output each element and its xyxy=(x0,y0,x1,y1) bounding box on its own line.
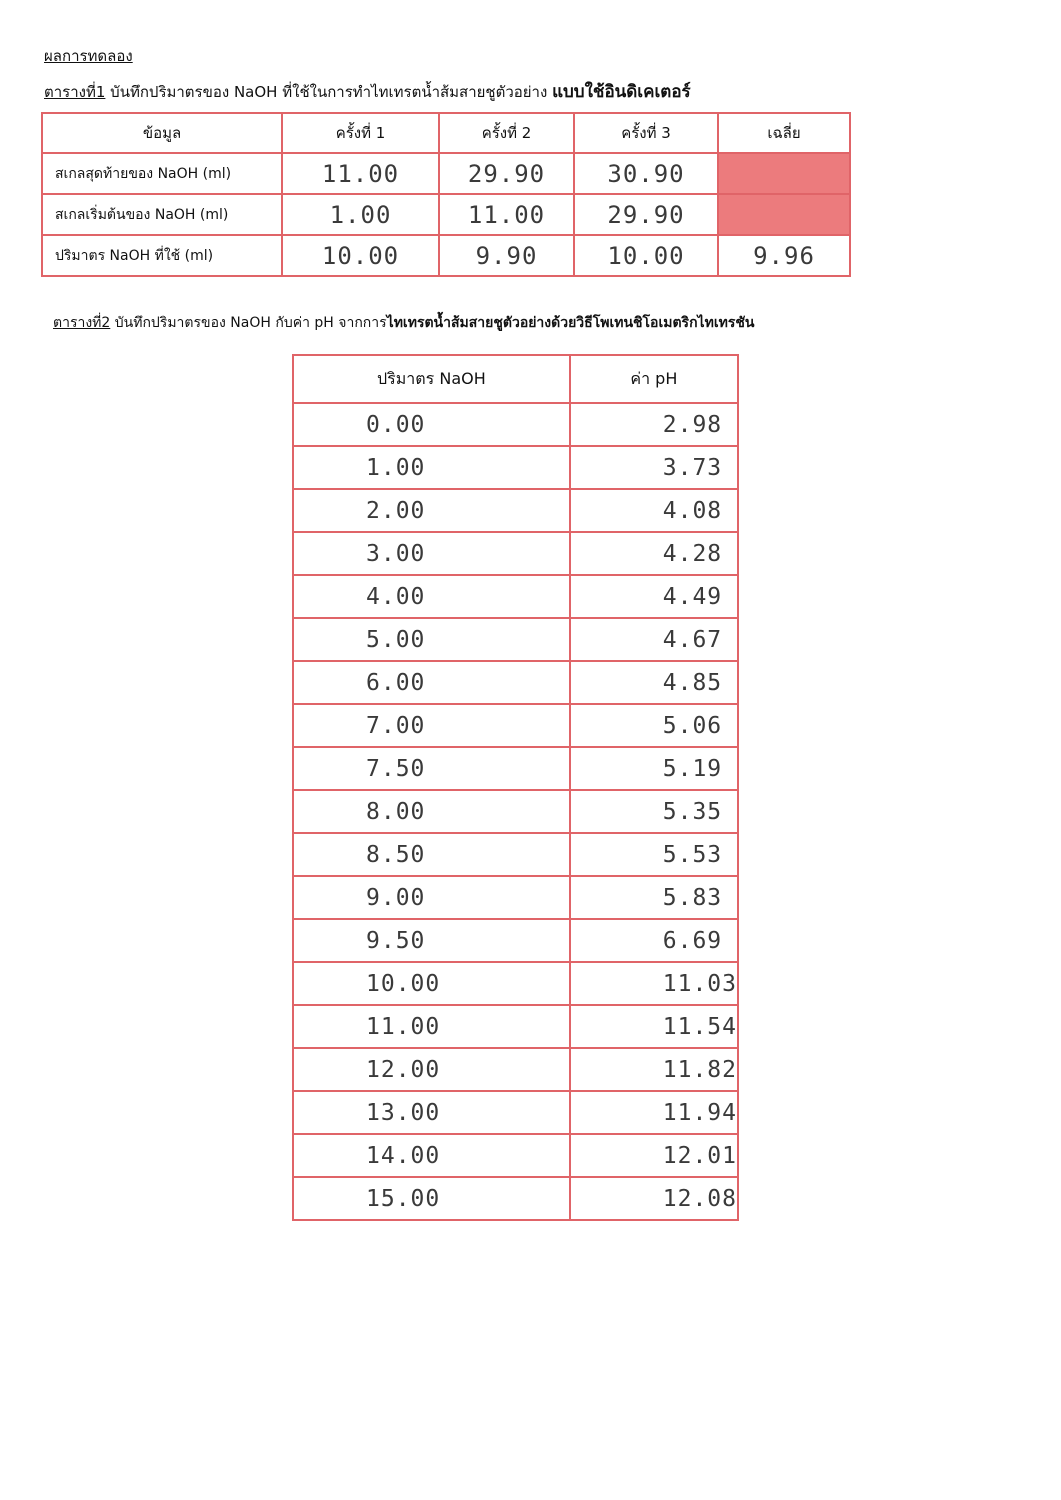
ph-value-cell: 5.53 xyxy=(570,833,738,876)
table2-caption xyxy=(53,312,754,334)
naoh-volume-cell: 1.00 xyxy=(293,446,570,489)
header-ph-value: ค่า pH xyxy=(570,355,738,403)
average-value: 9.96 xyxy=(718,235,850,276)
table-row xyxy=(42,194,850,235)
trial-1-value: 11.00 xyxy=(282,153,439,194)
table2-caption-text: บันทึกปริมาตรของ NaOH กับค่า pH จากการ xyxy=(110,315,387,331)
ph-value-cell: 4.67 xyxy=(570,618,738,661)
naoh-volume-cell: 3.00 xyxy=(293,532,570,575)
table-row xyxy=(293,1048,738,1091)
ph-value-cell: 11.82 xyxy=(570,1048,738,1091)
table-row xyxy=(293,747,738,790)
trial-1-value: 10.00 xyxy=(282,235,439,276)
table-row xyxy=(293,876,738,919)
naoh-volume-cell: 9.50 xyxy=(293,919,570,962)
table-row xyxy=(293,575,738,618)
naoh-volume-cell: 7.00 xyxy=(293,704,570,747)
table1-caption-label: ตารางที่1 xyxy=(44,83,106,101)
table-row xyxy=(293,833,738,876)
table-row xyxy=(42,235,850,276)
header-data: ข้อมูล xyxy=(42,113,282,153)
ph-value-cell: 5.19 xyxy=(570,747,738,790)
table-row xyxy=(293,661,738,704)
trial-2-value: 11.00 xyxy=(439,194,574,235)
naoh-volume-cell: 15.00 xyxy=(293,1177,570,1220)
table-row xyxy=(293,618,738,661)
table2-header-row xyxy=(293,355,738,403)
trial-1-value: 1.00 xyxy=(282,194,439,235)
table-row xyxy=(293,962,738,1005)
naoh-volume-cell: 12.00 xyxy=(293,1048,570,1091)
potentiometric-titration-table xyxy=(292,354,739,1221)
ph-value-cell: 12.08 xyxy=(570,1177,738,1220)
row-label: สเกลเริ่มต้นของ NaOH (ml) xyxy=(42,194,282,235)
naoh-volume-cell: 11.00 xyxy=(293,1005,570,1048)
ph-value-cell: 4.08 xyxy=(570,489,738,532)
ph-value-cell: 4.85 xyxy=(570,661,738,704)
ph-value-cell: 4.49 xyxy=(570,575,738,618)
table-row xyxy=(293,403,738,446)
table1-header-row xyxy=(42,113,850,153)
table2-body xyxy=(293,403,738,1220)
table-row xyxy=(293,446,738,489)
naoh-volume-cell: 2.00 xyxy=(293,489,570,532)
naoh-volume-cell: 9.00 xyxy=(293,876,570,919)
naoh-volume-cell: 4.00 xyxy=(293,575,570,618)
trial-2-value: 29.90 xyxy=(439,153,574,194)
table-row xyxy=(293,1091,738,1134)
naoh-volume-cell: 6.00 xyxy=(293,661,570,704)
table1-caption-text: บันทึกปริมาตรของ NaOH ที่ใช้ในการทำไทเทรตน้ำส้มสายชูตัวอย่าง xyxy=(105,83,553,101)
ph-value-cell: 3.73 xyxy=(570,446,738,489)
trial-2-value: 9.90 xyxy=(439,235,574,276)
table-row xyxy=(293,1134,738,1177)
average-value-shaded xyxy=(718,153,850,194)
header-average: เฉลี่ย xyxy=(718,113,850,153)
ph-value-cell: 4.28 xyxy=(570,532,738,575)
results-heading: ผลการทดลอง xyxy=(44,47,133,65)
header-naoh-volume: ปริมาตร NaOH xyxy=(293,355,570,403)
ph-value-cell: 11.54 xyxy=(570,1005,738,1048)
table-row xyxy=(293,1005,738,1048)
trial-3-value: 10.00 xyxy=(574,235,718,276)
table-row xyxy=(293,489,738,532)
table1-caption-bold: แบบใช้อินดิเคเตอร์ xyxy=(552,82,691,102)
ph-value-cell: 11.94 xyxy=(570,1091,738,1134)
average-value-shaded xyxy=(718,194,850,235)
ph-value-cell: 2.98 xyxy=(570,403,738,446)
naoh-volume-cell: 14.00 xyxy=(293,1134,570,1177)
table1-caption xyxy=(44,78,691,105)
ph-value-cell: 11.03 xyxy=(570,962,738,1005)
row-label: สเกลสุดท้ายของ NaOH (ml) xyxy=(42,153,282,194)
row-label: ปริมาตร NaOH ที่ใช้ (ml) xyxy=(42,235,282,276)
ph-value-cell: 5.35 xyxy=(570,790,738,833)
naoh-volume-cell: 5.00 xyxy=(293,618,570,661)
table-row xyxy=(293,1177,738,1220)
titration-indicator-table xyxy=(41,112,851,277)
trial-3-value: 30.90 xyxy=(574,153,718,194)
ph-value-cell: 5.83 xyxy=(570,876,738,919)
table2-caption-label: ตารางที่2 xyxy=(53,315,111,331)
naoh-volume-cell: 0.00 xyxy=(293,403,570,446)
table2-caption-bold: ไทเทรตน้ำส้มสายชูตัวอย่างด้วยวิธีโพเทนชิโอเมตริกไทเทรชัน xyxy=(386,315,755,331)
ph-value-cell: 12.01 xyxy=(570,1134,738,1177)
table-row xyxy=(42,153,850,194)
naoh-volume-cell: 8.00 xyxy=(293,790,570,833)
header-trial-1: ครั้งที่ 1 xyxy=(282,113,439,153)
naoh-volume-cell: 8.50 xyxy=(293,833,570,876)
naoh-volume-cell: 13.00 xyxy=(293,1091,570,1134)
naoh-volume-cell: 7.50 xyxy=(293,747,570,790)
table-row xyxy=(293,704,738,747)
header-trial-2: ครั้งที่ 2 xyxy=(439,113,574,153)
trial-3-value: 29.90 xyxy=(574,194,718,235)
table-row xyxy=(293,532,738,575)
ph-value-cell: 5.06 xyxy=(570,704,738,747)
table-row xyxy=(293,919,738,962)
header-trial-3: ครั้งที่ 3 xyxy=(574,113,718,153)
ph-value-cell: 6.69 xyxy=(570,919,738,962)
table-row xyxy=(293,790,738,833)
naoh-volume-cell: 10.00 xyxy=(293,962,570,1005)
